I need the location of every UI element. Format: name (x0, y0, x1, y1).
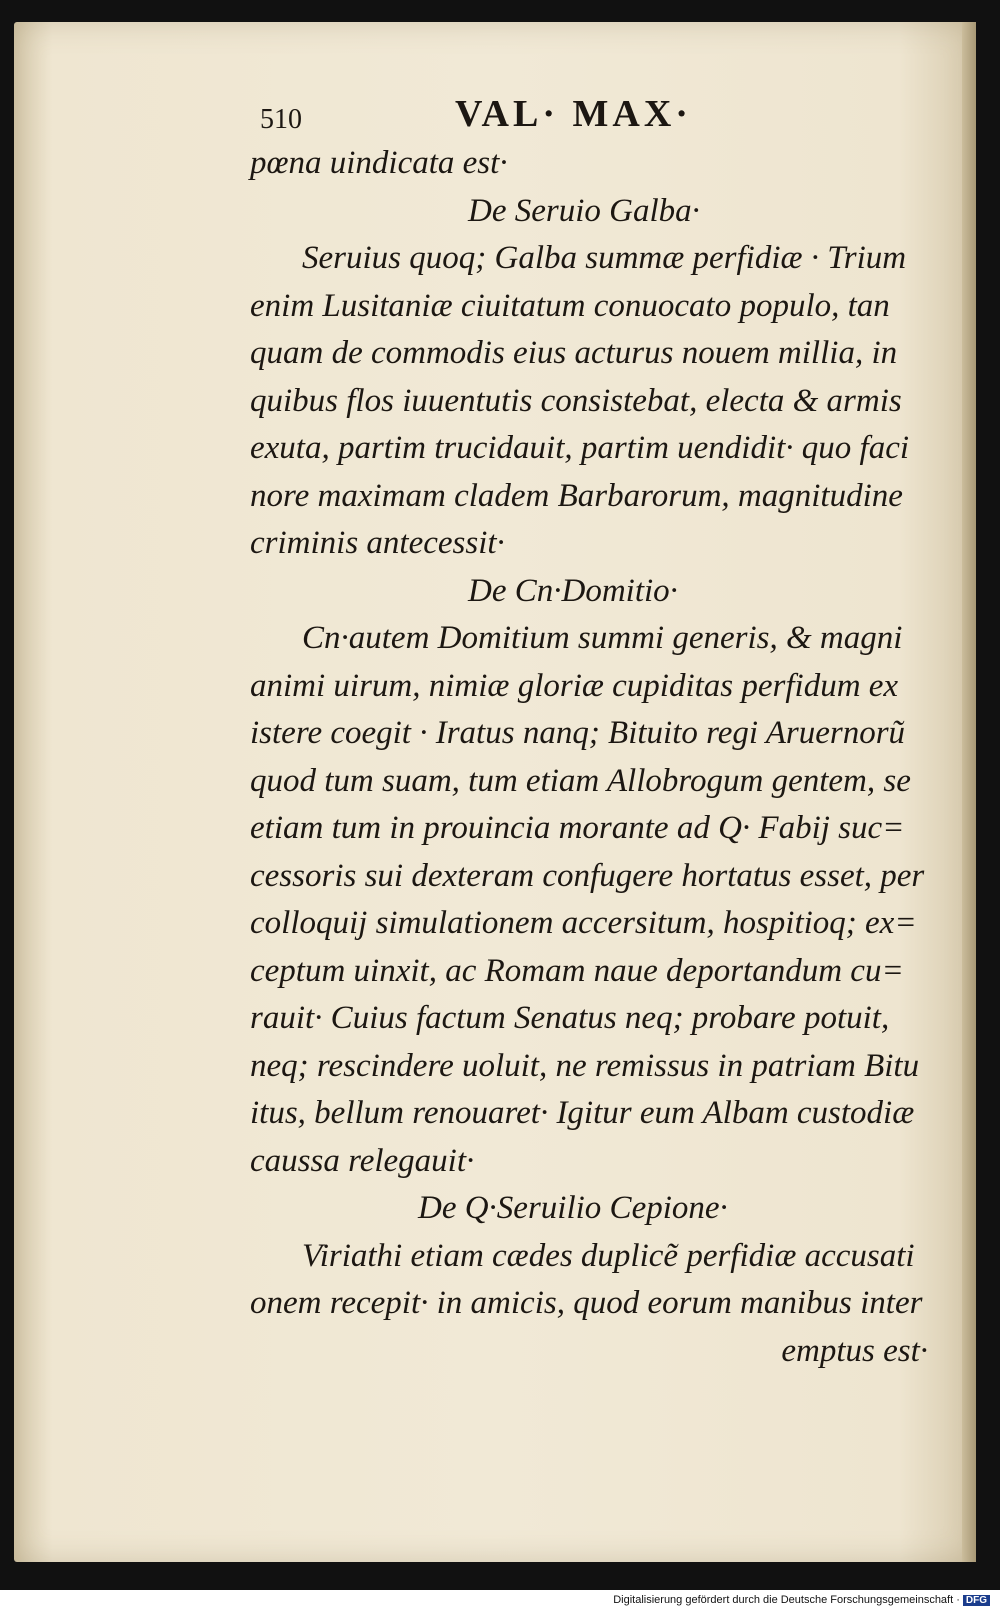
section-heading: De Seruio Galba· (468, 192, 700, 229)
text-line: colloquij simulationem accersitum, hospitioq; ex= (250, 905, 917, 941)
text-line: etiam tum in prouincia morante ad Q· Fabij suc= (250, 810, 905, 846)
dfg-logo: DFG (963, 1595, 990, 1606)
text-line: cessoris sui dexteram confugere hortatus esset, per (250, 857, 925, 894)
text-line: criminis antecessit· (250, 525, 505, 561)
section-heading: De Q·Seruilio Cepione· (418, 1190, 728, 1226)
text-line: rauit· Cuius factum Senatus neq; probare potuit, (250, 1000, 890, 1036)
text-line: animi uirum, nimiæ gloriæ cupiditas perfidum ex (250, 667, 899, 704)
text-line: caussa relegauit· (250, 1142, 475, 1179)
text-line: neq; rescindere uoluit, ne remissus in patriam Bitu (250, 1047, 920, 1084)
running-head: VAL· MAX· (455, 93, 692, 135)
section-heading: De Cn·Domitio· (468, 572, 678, 609)
page-number: 510 (260, 104, 302, 135)
text-line: pœna uindicata est· (250, 145, 508, 181)
text-line: onem recepit· in amicis, quod eorum manibus inter (250, 1285, 923, 1321)
text-line: istere coegit · Iratus nanq; Bituito regi Aruernorũ (250, 715, 906, 751)
text-line: enim Lusitaniæ ciuitatum conuocato populo, tan (250, 287, 890, 324)
text-line: quod tum suam, tum etiam Allobrogum gentem, se (250, 762, 911, 799)
text-line: nore maximam cladem Barbarorum, magnitudine (250, 477, 903, 514)
text-line: itus, bellum renouaret· Igitur eum Albam custodiæ (250, 1095, 915, 1131)
page-header (250, 88, 940, 140)
text-block (250, 88, 940, 1375)
digitization-credit (613, 1594, 990, 1606)
text-line: emptus est· (781, 1332, 928, 1369)
text-line: Viriathi etiam cædes duplicẽ perfidiæ accusati (302, 1237, 915, 1274)
text-line: Cn·autem Domitium summi generis, & magni (302, 620, 903, 656)
text-line: ceptum uinxit, ac Romam naue deportandum cu= (250, 952, 904, 989)
text-line: quibus flos iuuentutis consistebat, electa & armis (250, 382, 902, 419)
page-edge (962, 22, 976, 1562)
text-line: exuta, partim trucidauit, partim uendidit· quo faci (250, 430, 910, 466)
credit-text: Digitalisierung gefördert durch die Deutsche Forschungsgemeinschaft · (613, 1594, 960, 1606)
text-line: Seruius quoq; Galba summæ perfidiæ · Trium (302, 240, 907, 276)
text-line: quam de commodis eius acturus nouem millia, in (250, 335, 898, 371)
